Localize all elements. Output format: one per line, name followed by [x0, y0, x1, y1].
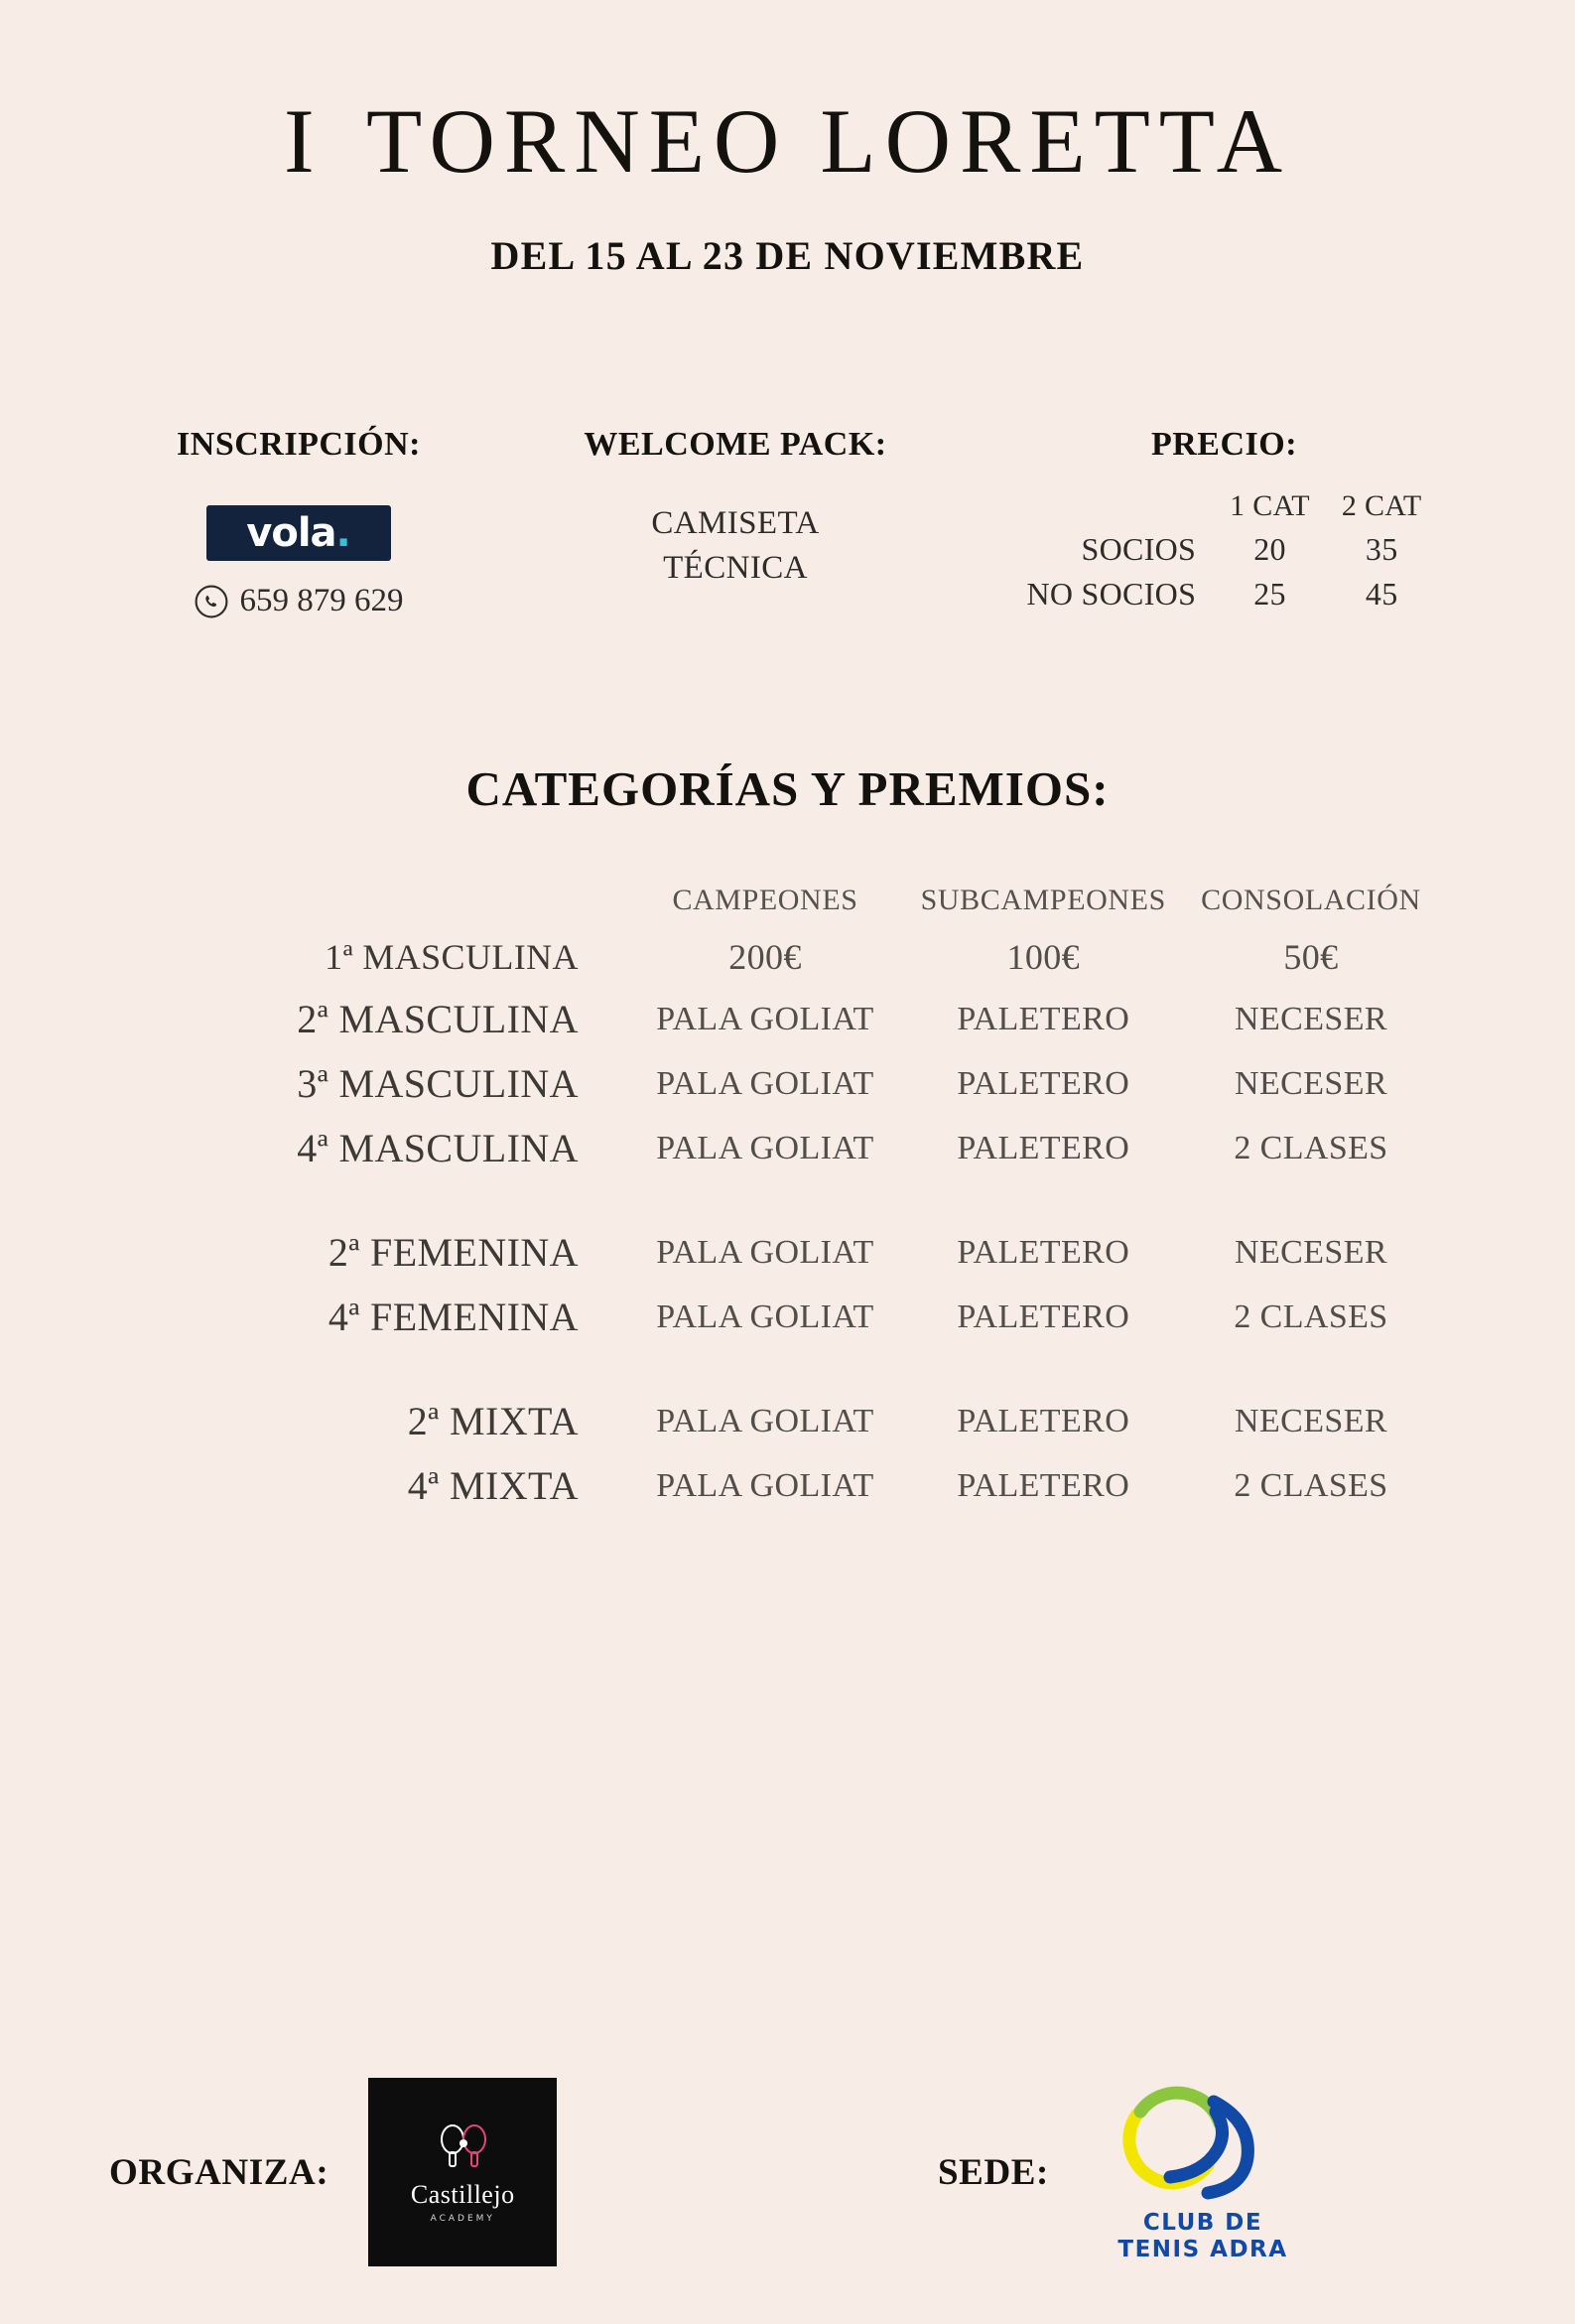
- prize-campeones: PALA GOLIAT: [656, 1064, 874, 1102]
- prize-consolacion: 2 CLASES: [1234, 1466, 1388, 1504]
- prize-subcampeones: PALETERO: [957, 1064, 1130, 1102]
- organiza-block: [109, 2078, 557, 2266]
- prize-consolacion: 2 CLASES: [1234, 1298, 1388, 1335]
- price-col-2cat: 2 CAT: [1341, 489, 1422, 522]
- poster: [0, 90, 1575, 2324]
- adra-logo-text: [1117, 2210, 1287, 2262]
- castillejo-logo-sub: ACADEMY: [430, 2213, 495, 2224]
- prize-campeones: PALA GOLIAT: [656, 1129, 874, 1166]
- prize-subcampeones: 100€: [1006, 937, 1081, 977]
- price-col-1cat: 1 CAT: [1230, 489, 1310, 522]
- vola-logo-dot: .: [335, 510, 351, 556]
- organiza-label: ORGANIZA:: [109, 2151, 329, 2193]
- welcome-pack-content: [512, 501, 959, 590]
- price-row-label: NO SOCIOS: [1026, 576, 1197, 612]
- castillejo-logo: [368, 2078, 557, 2266]
- category-name: 2ª MIXTA: [407, 1399, 579, 1443]
- prizes-col-campeones: CAMPEONES: [672, 884, 858, 916]
- title-lead: I: [283, 90, 336, 192]
- category-name: 4ª MIXTA: [407, 1463, 579, 1508]
- welcome-pack-heading: WELCOME PACK:: [584, 426, 887, 463]
- prize-consolacion: NECESER: [1235, 1402, 1387, 1439]
- prize-campeones: PALA GOLIAT: [656, 1402, 874, 1439]
- sede-label: SEDE:: [938, 2151, 1049, 2193]
- table-spacer: [138, 1180, 1438, 1220]
- category-name: 2ª FEMENINA: [328, 1230, 579, 1275]
- table-row: [138, 927, 1438, 987]
- price-nosocios-2cat: 45: [1365, 576, 1398, 612]
- prize-subcampeones: PALETERO: [957, 1000, 1130, 1037]
- prizes-col-subcampeones: SUBCAMPEONES: [920, 884, 1166, 916]
- precio-block: [959, 426, 1490, 616]
- padel-rackets-icon: [431, 2121, 494, 2176]
- prize-campeones: PALA GOLIAT: [656, 1233, 874, 1271]
- category-name: 4ª MASCULINA: [297, 1126, 579, 1170]
- price-socios-2cat: 35: [1365, 531, 1398, 567]
- tennis-ball-icon: [1118, 2082, 1287, 2206]
- prize-campeones: PALA GOLIAT: [656, 1298, 874, 1335]
- phone-number: 659 879 629: [239, 583, 404, 618]
- title-main: TORNEO LORETTA: [365, 90, 1292, 192]
- prize-subcampeones: PALETERO: [957, 1129, 1130, 1166]
- table-row: [138, 1285, 1438, 1349]
- sede-block: [938, 2082, 1317, 2262]
- prizes-col-consolacion: CONSOLACIÓN: [1201, 884, 1421, 916]
- club-tenis-adra-logo: [1089, 2082, 1317, 2262]
- table-row: [138, 987, 1438, 1051]
- table-row: [1010, 572, 1437, 616]
- category-name: 3ª MASCULINA: [297, 1061, 579, 1106]
- precio-heading: PRECIO:: [1150, 426, 1298, 463]
- prize-campeones: 200€: [728, 937, 802, 977]
- info-row: [0, 426, 1575, 619]
- price-nosocios-1cat: 25: [1253, 576, 1286, 612]
- welcome-pack-line-2: TÉCNICA: [663, 549, 808, 586]
- prize-subcampeones: PALETERO: [957, 1402, 1130, 1439]
- price-table-header: [1010, 485, 1437, 527]
- prizes-header-row: [138, 883, 1438, 927]
- adra-logo-line-1: CLUB DE: [1142, 2210, 1263, 2237]
- table-row: [138, 1116, 1438, 1180]
- whatsapp-icon: [195, 585, 228, 618]
- welcome-pack-block: [512, 426, 959, 590]
- prize-consolacion: 50€: [1283, 937, 1339, 977]
- prize-consolacion: NECESER: [1235, 1000, 1387, 1037]
- table-row: [1010, 527, 1437, 572]
- table-row: [138, 1389, 1438, 1453]
- footer: [0, 2078, 1575, 2266]
- category-name: 2ª MASCULINA: [297, 997, 579, 1041]
- page-title: [0, 90, 1575, 192]
- vola-logo[interactable]: [206, 505, 391, 561]
- inscripcion-heading: INSCRIPCIÓN:: [177, 426, 421, 463]
- castillejo-logo-name: Castillejo: [410, 2179, 515, 2209]
- price-table: [1010, 485, 1437, 616]
- prize-campeones: PALA GOLIAT: [656, 1466, 874, 1504]
- prize-consolacion: NECESER: [1235, 1064, 1387, 1102]
- whatsapp-contact[interactable]: [85, 583, 512, 619]
- table-row: [138, 1453, 1438, 1518]
- prize-consolacion: NECESER: [1235, 1233, 1387, 1271]
- prize-subcampeones: PALETERO: [957, 1233, 1130, 1271]
- table-row: [138, 1051, 1438, 1116]
- welcome-pack-line-1: CAMISETA: [651, 505, 820, 541]
- prize-consolacion: 2 CLASES: [1234, 1129, 1388, 1166]
- inscripcion-block: [85, 426, 512, 619]
- category-name: 4ª FEMENINA: [328, 1295, 579, 1339]
- price-socios-1cat: 20: [1253, 531, 1286, 567]
- prize-subcampeones: PALETERO: [957, 1298, 1130, 1335]
- table-spacer: [138, 1349, 1438, 1389]
- table-row: [138, 1220, 1438, 1285]
- prize-subcampeones: PALETERO: [957, 1466, 1130, 1504]
- price-row-label: SOCIOS: [1081, 531, 1197, 567]
- vola-logo-text: vola: [246, 510, 336, 556]
- adra-logo-line-2: TENIS ADRA: [1117, 2236, 1288, 2262]
- category-name: 1ª MASCULINA: [325, 937, 579, 977]
- page-subtitle: DEL 15 AL 23 DE NOVIEMBRE: [490, 233, 1085, 278]
- prizes-table: [138, 883, 1438, 1518]
- categories-heading: CATEGORÍAS Y PREMIOS:: [465, 761, 1110, 816]
- prize-campeones: PALA GOLIAT: [656, 1000, 874, 1037]
